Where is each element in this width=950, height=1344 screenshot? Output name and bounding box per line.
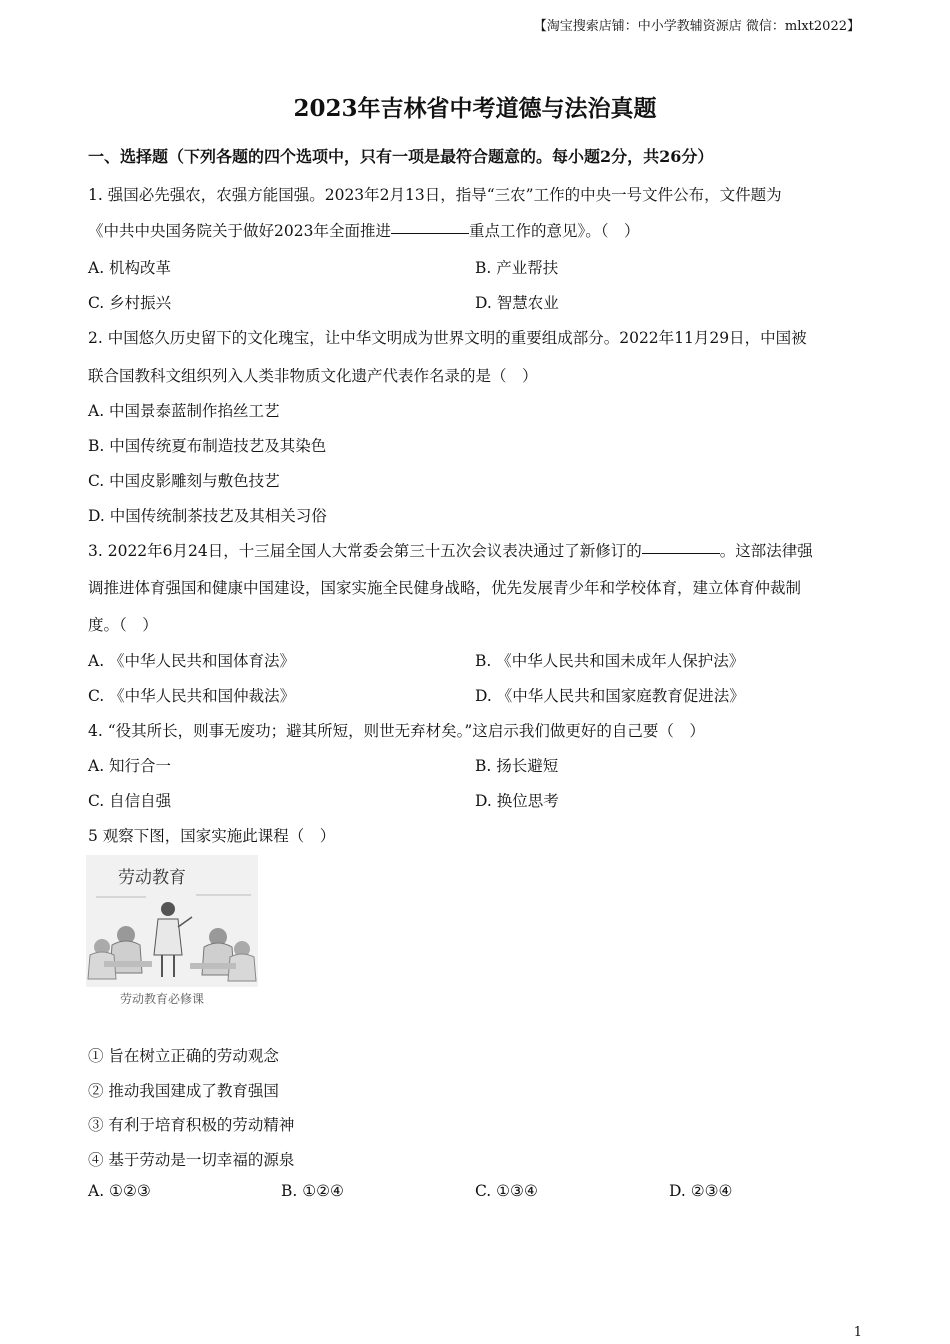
q3-stem-line3: 度。（ ） (88, 616, 158, 634)
q1-stem-line1: 1. 强国必先强农，农强方能国强。2023年2月13日，指导“三农”工作的中央一号文件公布，文件题为 (88, 186, 782, 204)
page-number: 1 (853, 1325, 862, 1340)
q4-option-b: B. 扬长避短 (475, 757, 559, 775)
figure-title: 劳动教育 (118, 868, 186, 888)
q3-stem-line1: 3. 2022年6月24日，十三届全国人大常委会第三十五次会议表决通过了新修订的 。这部法律强 (88, 542, 813, 560)
q3-stem-line2: 调推进体育强国和健康中国建设，国家实施全民健身战略，优先发展青少年和学校体育，建立体育仲裁制 (88, 579, 802, 597)
q4-option-c: C. 自信自强 (88, 792, 172, 810)
q1-option-c: C. 乡村振兴 (88, 294, 172, 312)
q4-option-d: D. 换位思考 (475, 792, 559, 810)
q3-option-b: B. 《中华人民共和国未成年人保护法》 (475, 652, 745, 670)
q2-option-a: A. 中国景泰蓝制作掐丝工艺 (88, 402, 280, 420)
header-note: 【淘宝搜索店铺：中小学教辅资源店 微信：mlxt2022】 (533, 19, 860, 34)
figure-caption: 劳动教育必修课 (120, 992, 205, 1006)
q3-option-a: A. 《中华人民共和国体育法》 (88, 652, 296, 670)
q3-option-c: C. 《中华人民共和国仲裁法》 (88, 687, 296, 705)
q1-option-b: B. 产业帮扶 (475, 259, 559, 277)
q5-statement-1: ① 旨在树立正确的劳动观念 (88, 1047, 279, 1065)
section-heading: 一、选择题（下列各题的四个选项中，只有一项是最符合题意的。每小题2分，共26分） (88, 147, 714, 166)
q5-stem: 5 观察下图，国家实施此课程（ ） (88, 827, 336, 845)
fill-blank (642, 552, 720, 554)
q5-statement-4: ④ 基于劳动是一切幸福的源泉 (88, 1151, 295, 1169)
q2-stem-line2: 联合国教科文组织列入人类非物质文化遗产代表作名录的是（ ） (88, 367, 538, 385)
q5-statement-2: ② 推动我国建成了教育强国 (88, 1082, 279, 1100)
q1-option-d: D. 智慧农业 (475, 294, 559, 312)
q2-option-d: D. 中国传统制茶技艺及其相关习俗 (88, 507, 327, 525)
page-title: 2023年吉林省中考道德与法治真题 (293, 95, 657, 122)
labor-education-illustration (86, 855, 258, 1011)
q5-option-c: C. ①③④ (475, 1182, 538, 1200)
q3-option-d: D. 《中华人民共和国家庭教育促进法》 (475, 687, 745, 705)
q1-stem-line2: 《中共中央国务院关于做好2023年全面推进 重点工作的意见》。（ ） (88, 222, 640, 240)
fill-blank (391, 232, 469, 234)
q5-option-a: A. ①②③ (88, 1182, 151, 1200)
q5-statement-3: ③ 有利于培育积极的劳动精神 (88, 1116, 295, 1134)
q2-option-c: C. 中国皮影雕刻与敷色技艺 (88, 472, 280, 490)
q5-option-d: D. ②③④ (669, 1182, 733, 1200)
q4-option-a: A. 知行合一 (88, 757, 172, 775)
q2-option-b: B. 中国传统夏布制造技艺及其染色 (88, 437, 327, 455)
q2-stem-line1: 2. 中国悠久历史留下的文化瑰宝，让中华文明成为世界文明的重要组成部分。2022年11月29日，中国被 (88, 329, 807, 347)
q4-stem: 4. “役其所长，则事无废功；避其所短，则世无弃材矣。”这启示我们做更好的自己要（ ） (88, 722, 705, 740)
q1-option-a: A. 机构改革 (88, 259, 172, 277)
q5-option-b: B. ①②④ (281, 1182, 344, 1200)
